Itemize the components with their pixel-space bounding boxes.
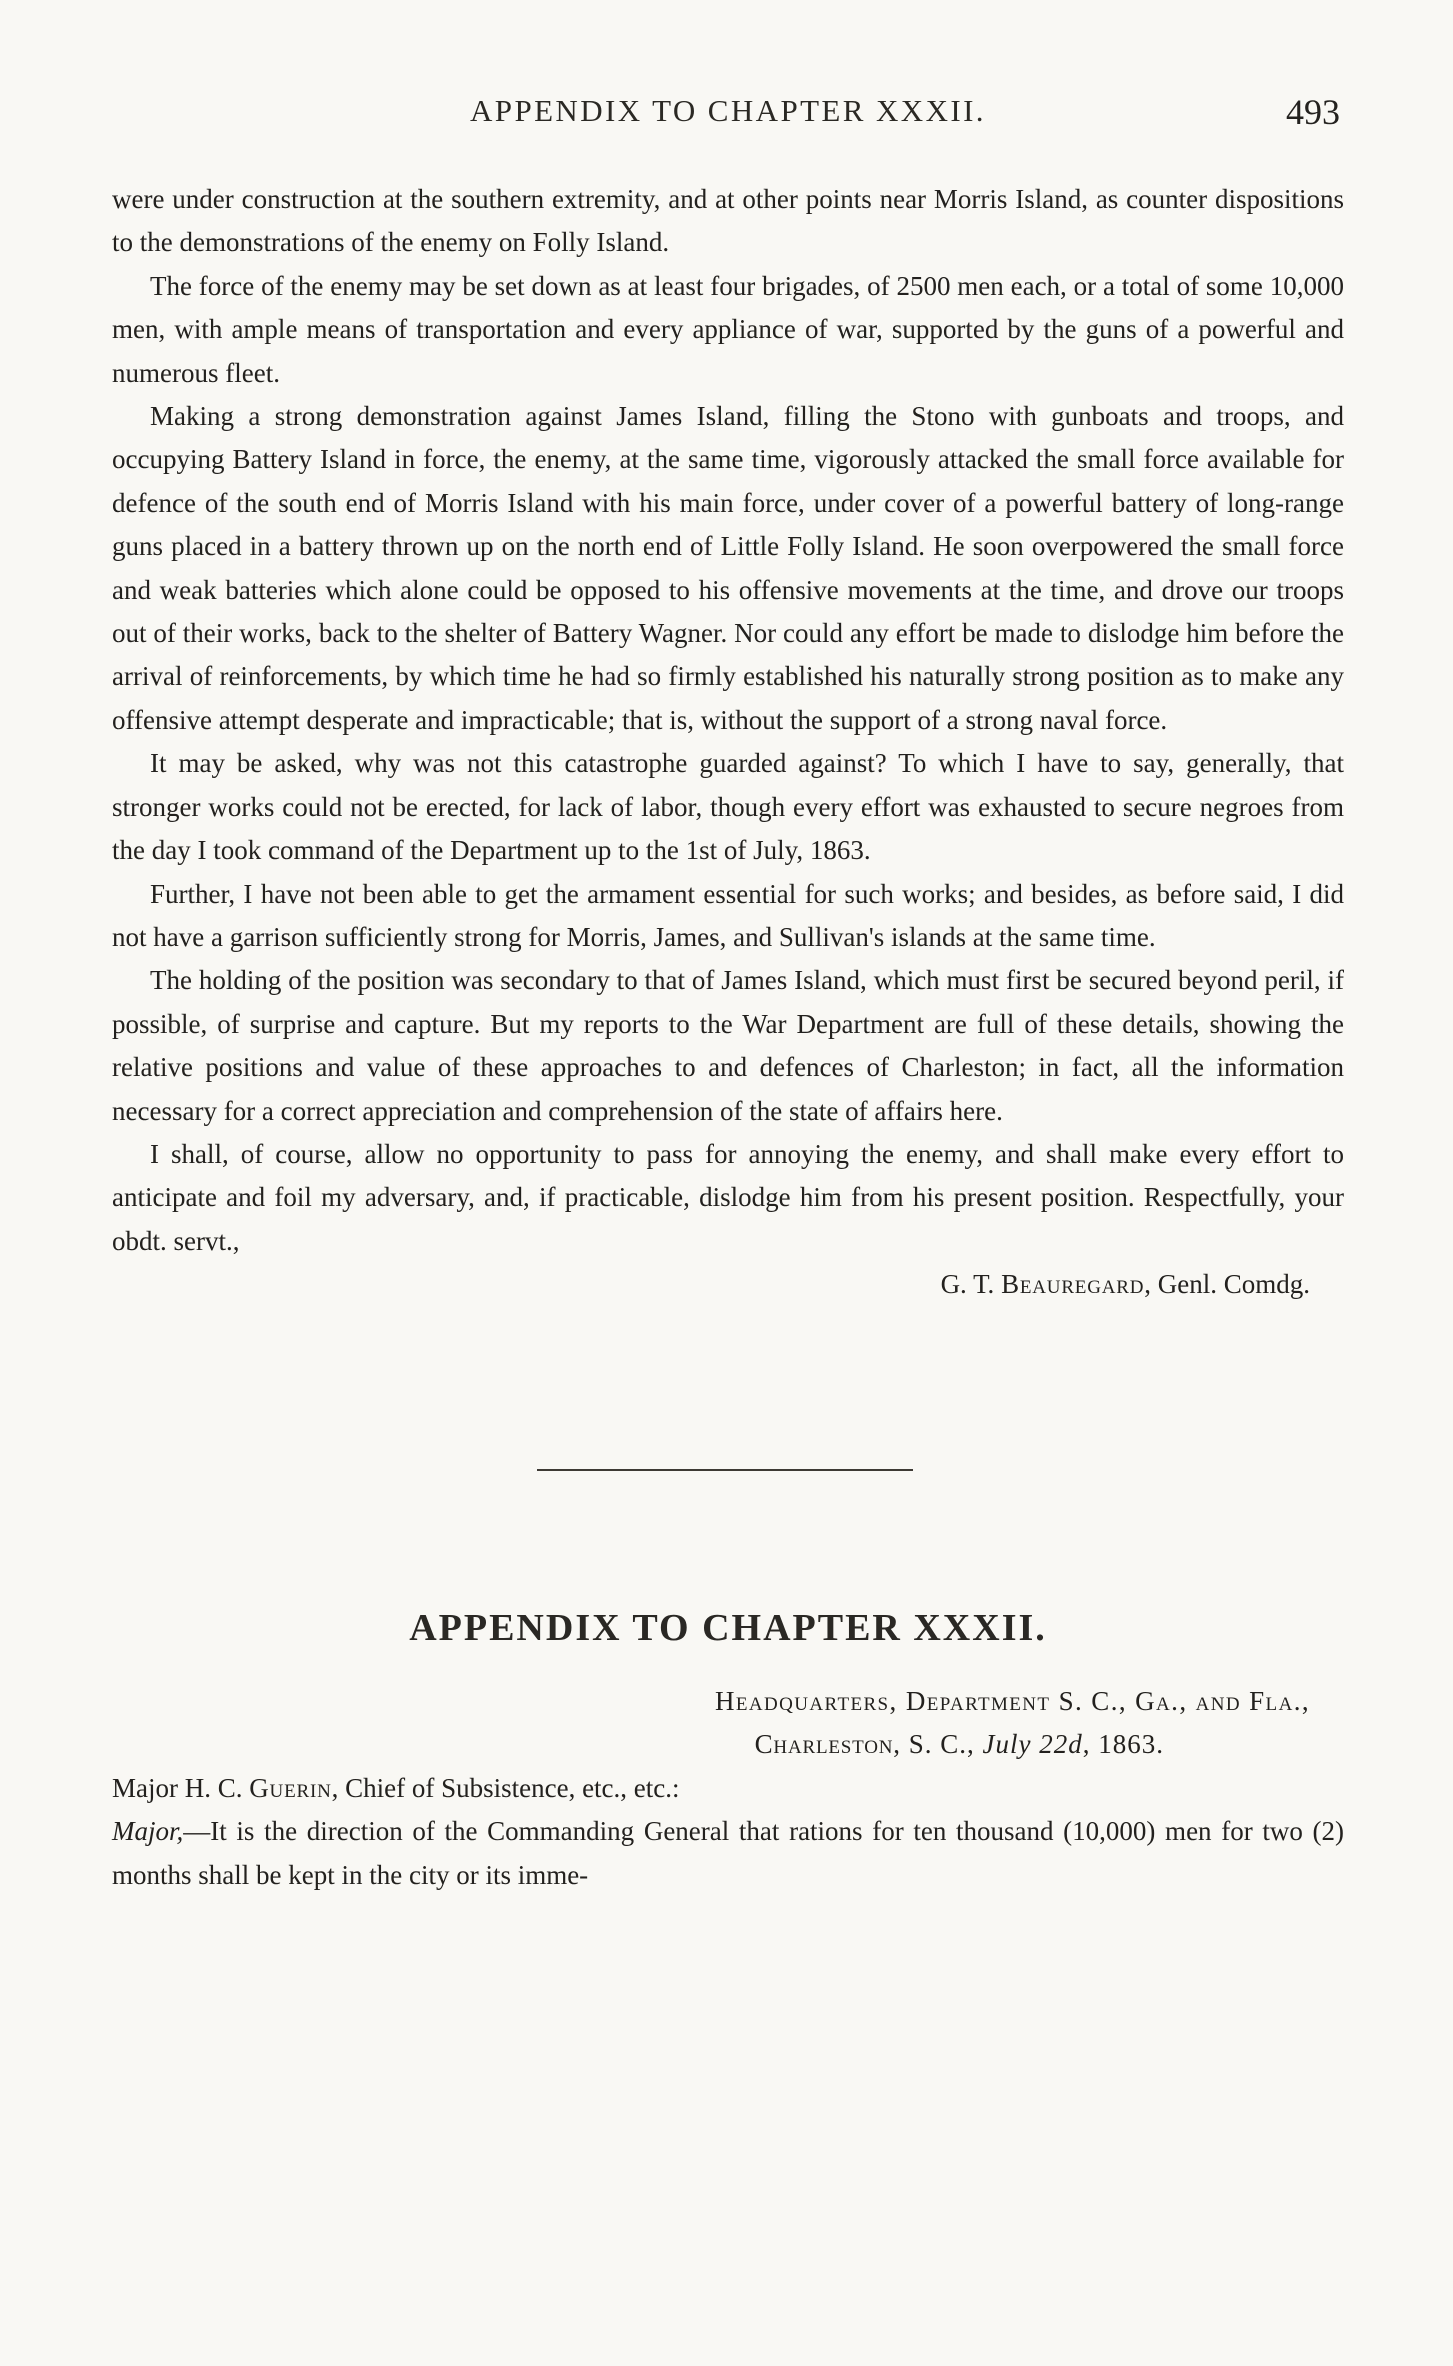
body-paragraph: Further, I have not been able to get the armament essential for such works; and besides, as before said, I did not have a garrison sufficiently strong for Morris, James, and Sullivan's islands at the same time. <box>112 878 1344 952</box>
body-paragraph: I shall, of course, allow no opportunity to pass for annoying the enemy, and shall make every effort to anticipate and foil my adversary, and, if practicable, dislodge him from his present position. Respectfully, your obdt. servt., <box>112 1138 1344 1256</box>
body-paragraph: The holding of the position was secondary to that of James Island, which must first be secured beyond peril, if possible, of surprise and capture. But my reports to the War Department are full of these details, showing the relative positions and value of these approaches to and defences of Charleston; in fact, all the information necessary for a correct appreciation and comprehension of the state of affairs here. <box>112 965 1344 1126</box>
body-paragraph: Making a strong demonstration against James Island, filling the Stono with gunboats and troops, and occupying Battery Island in force, the enemy, at the same time, vigorously attacked the small force available for defence of the south end of Morris Island with his main force, under cover of a powerful battery of long-range guns placed in a battery thrown up on the north end of Little Folly Island. He soon overpowered the small force and weak batteries which alone could be opposed to his offensive movements at the time, and drove our troops out of their works, back to the shelter of Battery Wagner. Nor could any effort be made to dislodge him before the arrival of reinforcements, by which time he had so firmly established his naturally strong position as to make any offensive attempt desperate and impracticable; that is, without the support of a strong naval force. <box>112 401 1344 735</box>
body-paragraph: It may be asked, why was not this catastrophe guarded against? To which I have to say, generally, that stronger works could not be erected, for lack of labor, though every effort was exhausted to secure negroes from the day I took command of the Department up to the 1st of July, 1863. <box>112 748 1344 866</box>
place-state: , S. C., <box>893 1729 983 1760</box>
headquarters-line: Headquarters, Department S. C., Ga., and Fla., <box>715 1686 1310 1716</box>
salutation: Major, <box>112 1816 184 1847</box>
address-suffix: , Chief of Subsistence, etc., etc.: <box>331 1772 680 1803</box>
place-city: Charleston <box>754 1729 894 1760</box>
letter-text: —It is the direction of the Commanding General that rations for ten thousand (10,000) men for two (2) months shall be kept in the city or its imme- <box>112 1816 1344 1890</box>
running-title: APPENDIX TO CHAPTER XXXII. <box>470 93 986 128</box>
section-divider <box>537 1469 913 1471</box>
signature-name: Beauregard <box>1001 1269 1145 1300</box>
document-page <box>112 0 1344 2366</box>
signature-title: , Genl. Comdg. <box>1144 1269 1310 1300</box>
running-header <box>112 93 1344 145</box>
appendix-title: APPENDIX TO CHAPTER XXXII. <box>409 1606 1047 1649</box>
body-paragraph: were under construction at the southern extremity, and at other points near Morris Island, as counter dispositions to the demonstrations of the enemy on Folly Island. <box>112 184 1344 258</box>
letter-opening <box>112 1810 1344 1897</box>
letter-body <box>112 178 1344 1307</box>
appendix-letter <box>112 1680 1344 1897</box>
signature-initials: G. T. <box>940 1269 995 1300</box>
letter-paragraph <box>112 1810 1344 1897</box>
address-prefix: Major H. C. <box>112 1772 250 1803</box>
letter-date: July 22d <box>982 1729 1083 1760</box>
signature-line <box>112 1263 1344 1306</box>
place-date-line <box>112 1723 1344 1766</box>
body-paragraph: The force of the enemy may be set down as at least four brigades, of 2500 men each, or a total of some 10,000 men, with ample means of transportation and every appliance of war, supported by the guns of a powerful and numerous fleet. <box>112 270 1344 388</box>
address-line <box>112 1767 1344 1810</box>
page-number: 493 <box>1286 92 1340 132</box>
letter-year: , 1863. <box>1082 1729 1164 1760</box>
address-name: Guerin <box>249 1772 332 1803</box>
